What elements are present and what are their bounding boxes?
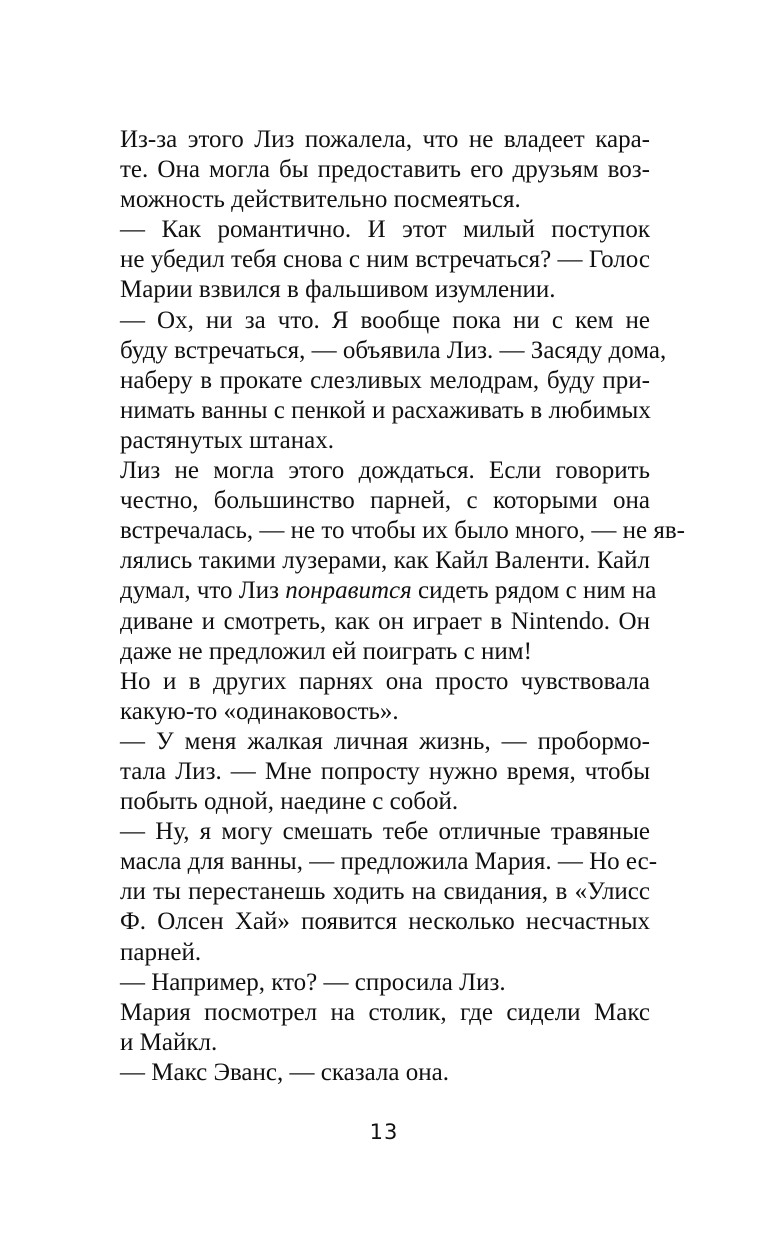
text-line: — Ох, ни за что. Я вообще пока ни с кем не [120,306,650,334]
text-line: Лиз не могла этого дождаться. Если говорить [120,457,650,485]
text-body [120,125,685,1088]
text-line: диване и смотреть, как он играет в Nintendo. Он [120,607,650,635]
text-line: — Как романтично. И этот милый поступок [120,216,650,244]
page-number: 13 [369,1120,399,1144]
text-line: лялись такими лузерами, как Кайл Валенти. Кайл [120,547,650,575]
text-line: побыть одной, наедине с собой. [120,788,459,816]
text-line: Но и в других парнях она просто чувствовала [120,667,650,695]
text-line: и Майкл. [120,1028,218,1056]
text-line: — Макс Эванс, — сказала она. [120,1058,449,1086]
text-line: масла для ванны, — предложила Мария. — Но ес- [120,848,658,876]
text-line: Марии взвился в фальшивом изумлении. [120,276,556,304]
text-line: — Ну, я могу смешать тебе отличные травяные [120,818,650,846]
text-run: сидеть рядом с ним на [411,577,657,605]
text-line: — У меня жалкая личная жизнь, — пробормо- [120,727,650,755]
text-line: честно, большинство парней, с которыми она [120,487,650,515]
text-line: буду встречаться, — объявила Лиз. — Засяду дома, [120,336,667,364]
text-line: встречалась, — не то чтобы их было много, — не яв- [120,517,685,545]
text-line: можность действительно посмеяться. [120,186,521,214]
text-line: не убедил тебя снова с ним встречаться? — Голос [120,246,650,274]
text-line [120,576,657,606]
text-line: наберу в прокате слезливых мелодрам, буду при- [120,366,650,394]
text-line: тала Лиз. — Мне попросту нужно время, чтобы [120,757,650,785]
text-line: нимать ванны с пенкой и расхаживать в любимых [120,396,651,424]
text-run: думал, что Лиз [120,577,286,605]
text-line: какую-то «одинаковость». [120,697,399,725]
text-line: растянутых штанах. [120,426,334,454]
text-line: — Например, кто? — спросила Лиз. [120,968,506,996]
text-line: Ф. Олсен Хай» появится несколько несчастных [120,908,650,936]
text-line: ли ты перестанешь ходить на свидания, в «Улисс [120,878,650,906]
text-line: парней. [120,938,202,966]
text-line: те. Она могла бы предоставить его друзьям воз- [120,156,650,184]
text-line: Из-за этого Лиз пожалела, что не владеет кара- [120,126,650,153]
text-line: Мария посмотрел на столик, где сидели Макс [120,998,650,1026]
emphasis-run: понравится [285,577,412,605]
text-line: даже не предложил ей поиграть с ним! [120,637,532,665]
